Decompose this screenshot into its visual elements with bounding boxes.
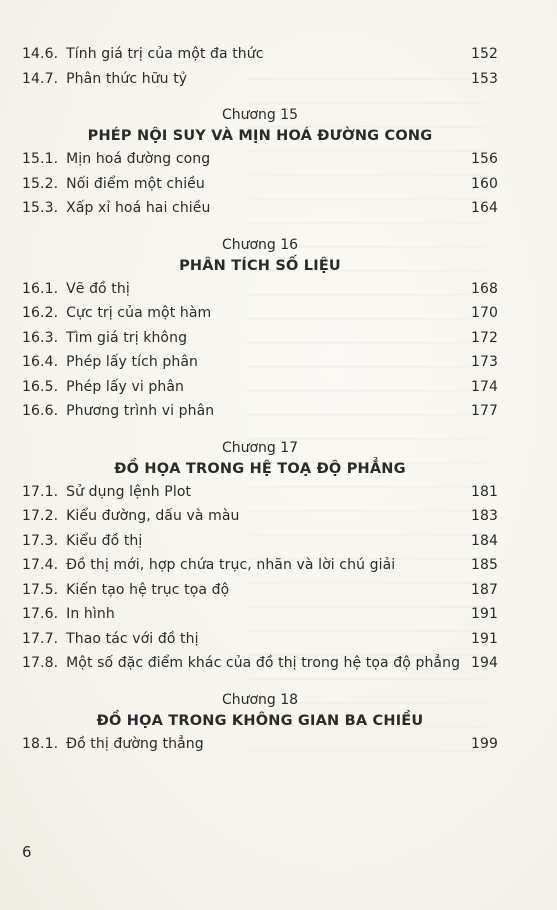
section-page-number: 153 bbox=[470, 70, 498, 87]
chapter-label: Chương 16 bbox=[221, 236, 299, 253]
toc-entry-label bbox=[22, 403, 462, 419]
section-page-number: 173 bbox=[470, 354, 498, 370]
section-page-number: 184 bbox=[470, 532, 498, 549]
toc-entry bbox=[22, 151, 498, 176]
section-page-number: 164 bbox=[470, 200, 498, 216]
section-page-number: 174 bbox=[470, 378, 498, 395]
toc-entry bbox=[22, 281, 498, 306]
chapter-title: PHÂN TÍCH SỐ LIỆU bbox=[179, 257, 341, 274]
chapter-heading bbox=[22, 438, 498, 480]
section-title: Phương trình vi phân bbox=[66, 403, 215, 419]
section-number: 17.6. bbox=[22, 606, 59, 622]
section-page-number: 187 bbox=[470, 581, 498, 598]
section-title: Cực trị của một hàm bbox=[66, 305, 212, 321]
toc-entry-label bbox=[22, 176, 462, 192]
toc-entry bbox=[22, 46, 498, 71]
section-title: Tìm giá trị không bbox=[66, 329, 188, 346]
section-title: Phép lấy vi phân bbox=[66, 378, 185, 395]
toc-entry-label bbox=[22, 631, 462, 647]
chapter-heading bbox=[22, 690, 498, 732]
section-page-number: 160 bbox=[470, 175, 498, 192]
toc-entry-label bbox=[22, 606, 462, 622]
toc-entry bbox=[22, 484, 498, 509]
section-number: 17.5. bbox=[22, 581, 59, 598]
section-number: 16.1. bbox=[22, 280, 59, 297]
section-number: 15.3. bbox=[22, 200, 59, 216]
section-number: 16.4. bbox=[22, 354, 59, 370]
toc-entry bbox=[22, 655, 498, 680]
section-number: 18.1. bbox=[22, 735, 59, 752]
section-number: 17.8. bbox=[22, 655, 59, 671]
toc-entry-label bbox=[22, 151, 462, 167]
section-number: 17.7. bbox=[22, 630, 59, 647]
section-page-number: 181 bbox=[470, 483, 498, 500]
toc-entry-label bbox=[22, 330, 462, 346]
section-title: Tính giá trị của một đa thức bbox=[66, 46, 264, 62]
toc-entry bbox=[22, 736, 498, 761]
toc-entry bbox=[22, 176, 498, 201]
section-page-number: 168 bbox=[470, 280, 498, 297]
toc-entry-label bbox=[22, 281, 462, 297]
toc-entry bbox=[22, 508, 498, 533]
section-title: In hình bbox=[66, 606, 115, 622]
section-number: 16.6. bbox=[22, 403, 59, 419]
toc-entry-label bbox=[22, 305, 462, 321]
section-title: Kiến tạo hệ trục tọa độ bbox=[66, 581, 230, 598]
toc-entry-label bbox=[22, 582, 462, 598]
section-number: 17.2. bbox=[22, 508, 59, 524]
section-title: Kiểu đường, dấu và màu bbox=[66, 508, 240, 524]
section-title: Vẽ đồ thị bbox=[66, 280, 130, 297]
toc-entry-label bbox=[22, 379, 462, 395]
chapter-label: Chương 18 bbox=[221, 691, 299, 708]
section-page-number: 156 bbox=[470, 151, 498, 167]
chapter-label: Chương 17 bbox=[221, 439, 299, 456]
toc-entry-label bbox=[22, 655, 462, 671]
section-title: Thao tác với đồ thị bbox=[66, 630, 199, 647]
table-of-contents bbox=[22, 46, 498, 760]
section-number: 17.1. bbox=[22, 483, 59, 500]
toc-entry-label bbox=[22, 736, 462, 752]
section-title: Một số đặc điểm khác của đồ thị trong hệ tọa độ phẳng bbox=[66, 655, 461, 671]
toc-entry-label bbox=[22, 71, 462, 87]
section-number: 14.7. bbox=[22, 70, 59, 87]
section-title: Sử dụng lệnh Plot bbox=[66, 483, 192, 500]
section-title: Nối điểm một chiều bbox=[66, 175, 205, 192]
section-number: 14.6. bbox=[22, 46, 59, 62]
section-page-number: 185 bbox=[470, 557, 498, 573]
section-title: Xấp xỉ hoá hai chiều bbox=[66, 200, 211, 216]
section-number: 17.3. bbox=[22, 532, 59, 549]
toc-entry-label bbox=[22, 46, 462, 62]
toc-entry-label bbox=[22, 200, 462, 216]
section-page-number: 152 bbox=[470, 46, 498, 62]
toc-entry bbox=[22, 533, 498, 558]
section-page-number: 191 bbox=[470, 606, 498, 622]
chapter-title: ĐỒ HỌA TRONG HỆ TOẠ ĐỘ PHẲNG bbox=[114, 460, 406, 477]
toc-entry bbox=[22, 200, 498, 225]
chapter-title: ĐỒ HỌA TRONG KHÔNG GIAN BA CHIỀU bbox=[96, 712, 424, 729]
toc-entry bbox=[22, 557, 498, 582]
toc-entry bbox=[22, 305, 498, 330]
section-title: Phép lấy tích phân bbox=[66, 354, 199, 370]
page-number: 6 bbox=[22, 843, 32, 861]
toc-entry bbox=[22, 606, 498, 631]
chapter-title: PHÉP NỘI SUY VÀ MỊN HOÁ ĐƯỜNG CONG bbox=[87, 128, 433, 144]
toc-entry bbox=[22, 631, 498, 656]
toc-entry-label bbox=[22, 354, 462, 370]
section-title: Đồ thị đường thẳng bbox=[66, 735, 204, 752]
toc-entry bbox=[22, 379, 498, 404]
section-page-number: 199 bbox=[470, 735, 498, 752]
chapter-label: Chương 15 bbox=[221, 107, 299, 123]
section-page-number: 183 bbox=[470, 508, 498, 524]
section-number: 15.2. bbox=[22, 175, 59, 192]
section-title: Mịn hoá đường cong bbox=[66, 151, 211, 167]
chapter-heading bbox=[22, 235, 498, 277]
section-title: Kiểu đồ thị bbox=[66, 532, 143, 549]
section-page-number: 191 bbox=[470, 630, 498, 647]
section-page-number: 194 bbox=[470, 655, 498, 671]
toc-entry bbox=[22, 403, 498, 428]
toc-entry-label bbox=[22, 533, 462, 549]
section-title: Đồ thị mới, hợp chứa trục, nhãn và lời chú giải bbox=[66, 557, 396, 573]
section-page-number: 170 bbox=[470, 305, 498, 321]
toc-entry bbox=[22, 354, 498, 379]
toc-entry-label bbox=[22, 508, 462, 524]
section-number: 15.1. bbox=[22, 151, 59, 167]
section-page-number: 172 bbox=[470, 329, 498, 346]
toc-entry-label bbox=[22, 557, 462, 573]
section-number: 16.2. bbox=[22, 305, 59, 321]
toc-entry bbox=[22, 330, 498, 355]
toc-entry bbox=[22, 71, 498, 96]
section-number: 17.4. bbox=[22, 557, 59, 573]
section-number: 16.5. bbox=[22, 378, 59, 395]
chapter-heading bbox=[22, 105, 498, 147]
section-number: 16.3. bbox=[22, 329, 59, 346]
toc-entry-label bbox=[22, 484, 462, 500]
toc-entry bbox=[22, 582, 498, 607]
section-page-number: 177 bbox=[470, 403, 498, 419]
section-title: Phân thức hữu tỷ bbox=[66, 70, 188, 87]
